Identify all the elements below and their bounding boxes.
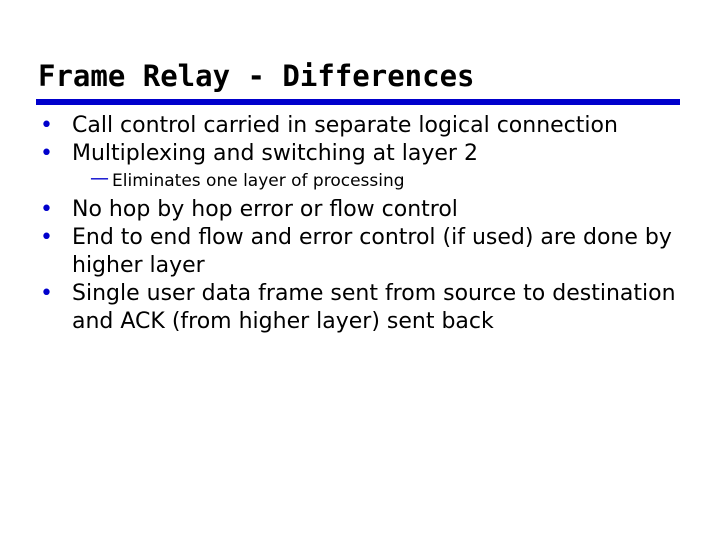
bullet-text: No hop by hop error or flow control	[72, 197, 458, 222]
bullet-item	[38, 280, 688, 336]
sub-bullet-dash-icon: —	[90, 167, 109, 189]
sub-bullet-item	[38, 169, 688, 193]
bullet-item	[38, 140, 688, 168]
bullet-dot-icon: •	[40, 113, 53, 138]
bullet-item	[38, 196, 688, 224]
bullet-text: Multiplexing and switching at layer 2	[72, 141, 478, 166]
bullet-text: Call control carried in separate logical connection	[72, 113, 618, 138]
sub-bullet-text: Eliminates one layer of processing	[112, 171, 405, 191]
bullet-text: Single user data frame sent from source to destination and ACK (from higher layer) sent back	[72, 281, 676, 334]
bullet-text: End to end flow and error control (if used) are done by higher layer	[72, 225, 672, 278]
bullet-item	[38, 224, 688, 280]
bullet-dot-icon: •	[40, 281, 53, 306]
bullet-dot-icon: •	[40, 225, 53, 250]
bullet-dot-icon: •	[40, 141, 53, 166]
bullet-list	[38, 112, 688, 336]
slide-title: Frame Relay - Differences	[38, 59, 475, 93]
bullet-item	[38, 112, 688, 140]
title-underline	[36, 99, 680, 105]
bullet-dot-icon: •	[40, 197, 53, 222]
